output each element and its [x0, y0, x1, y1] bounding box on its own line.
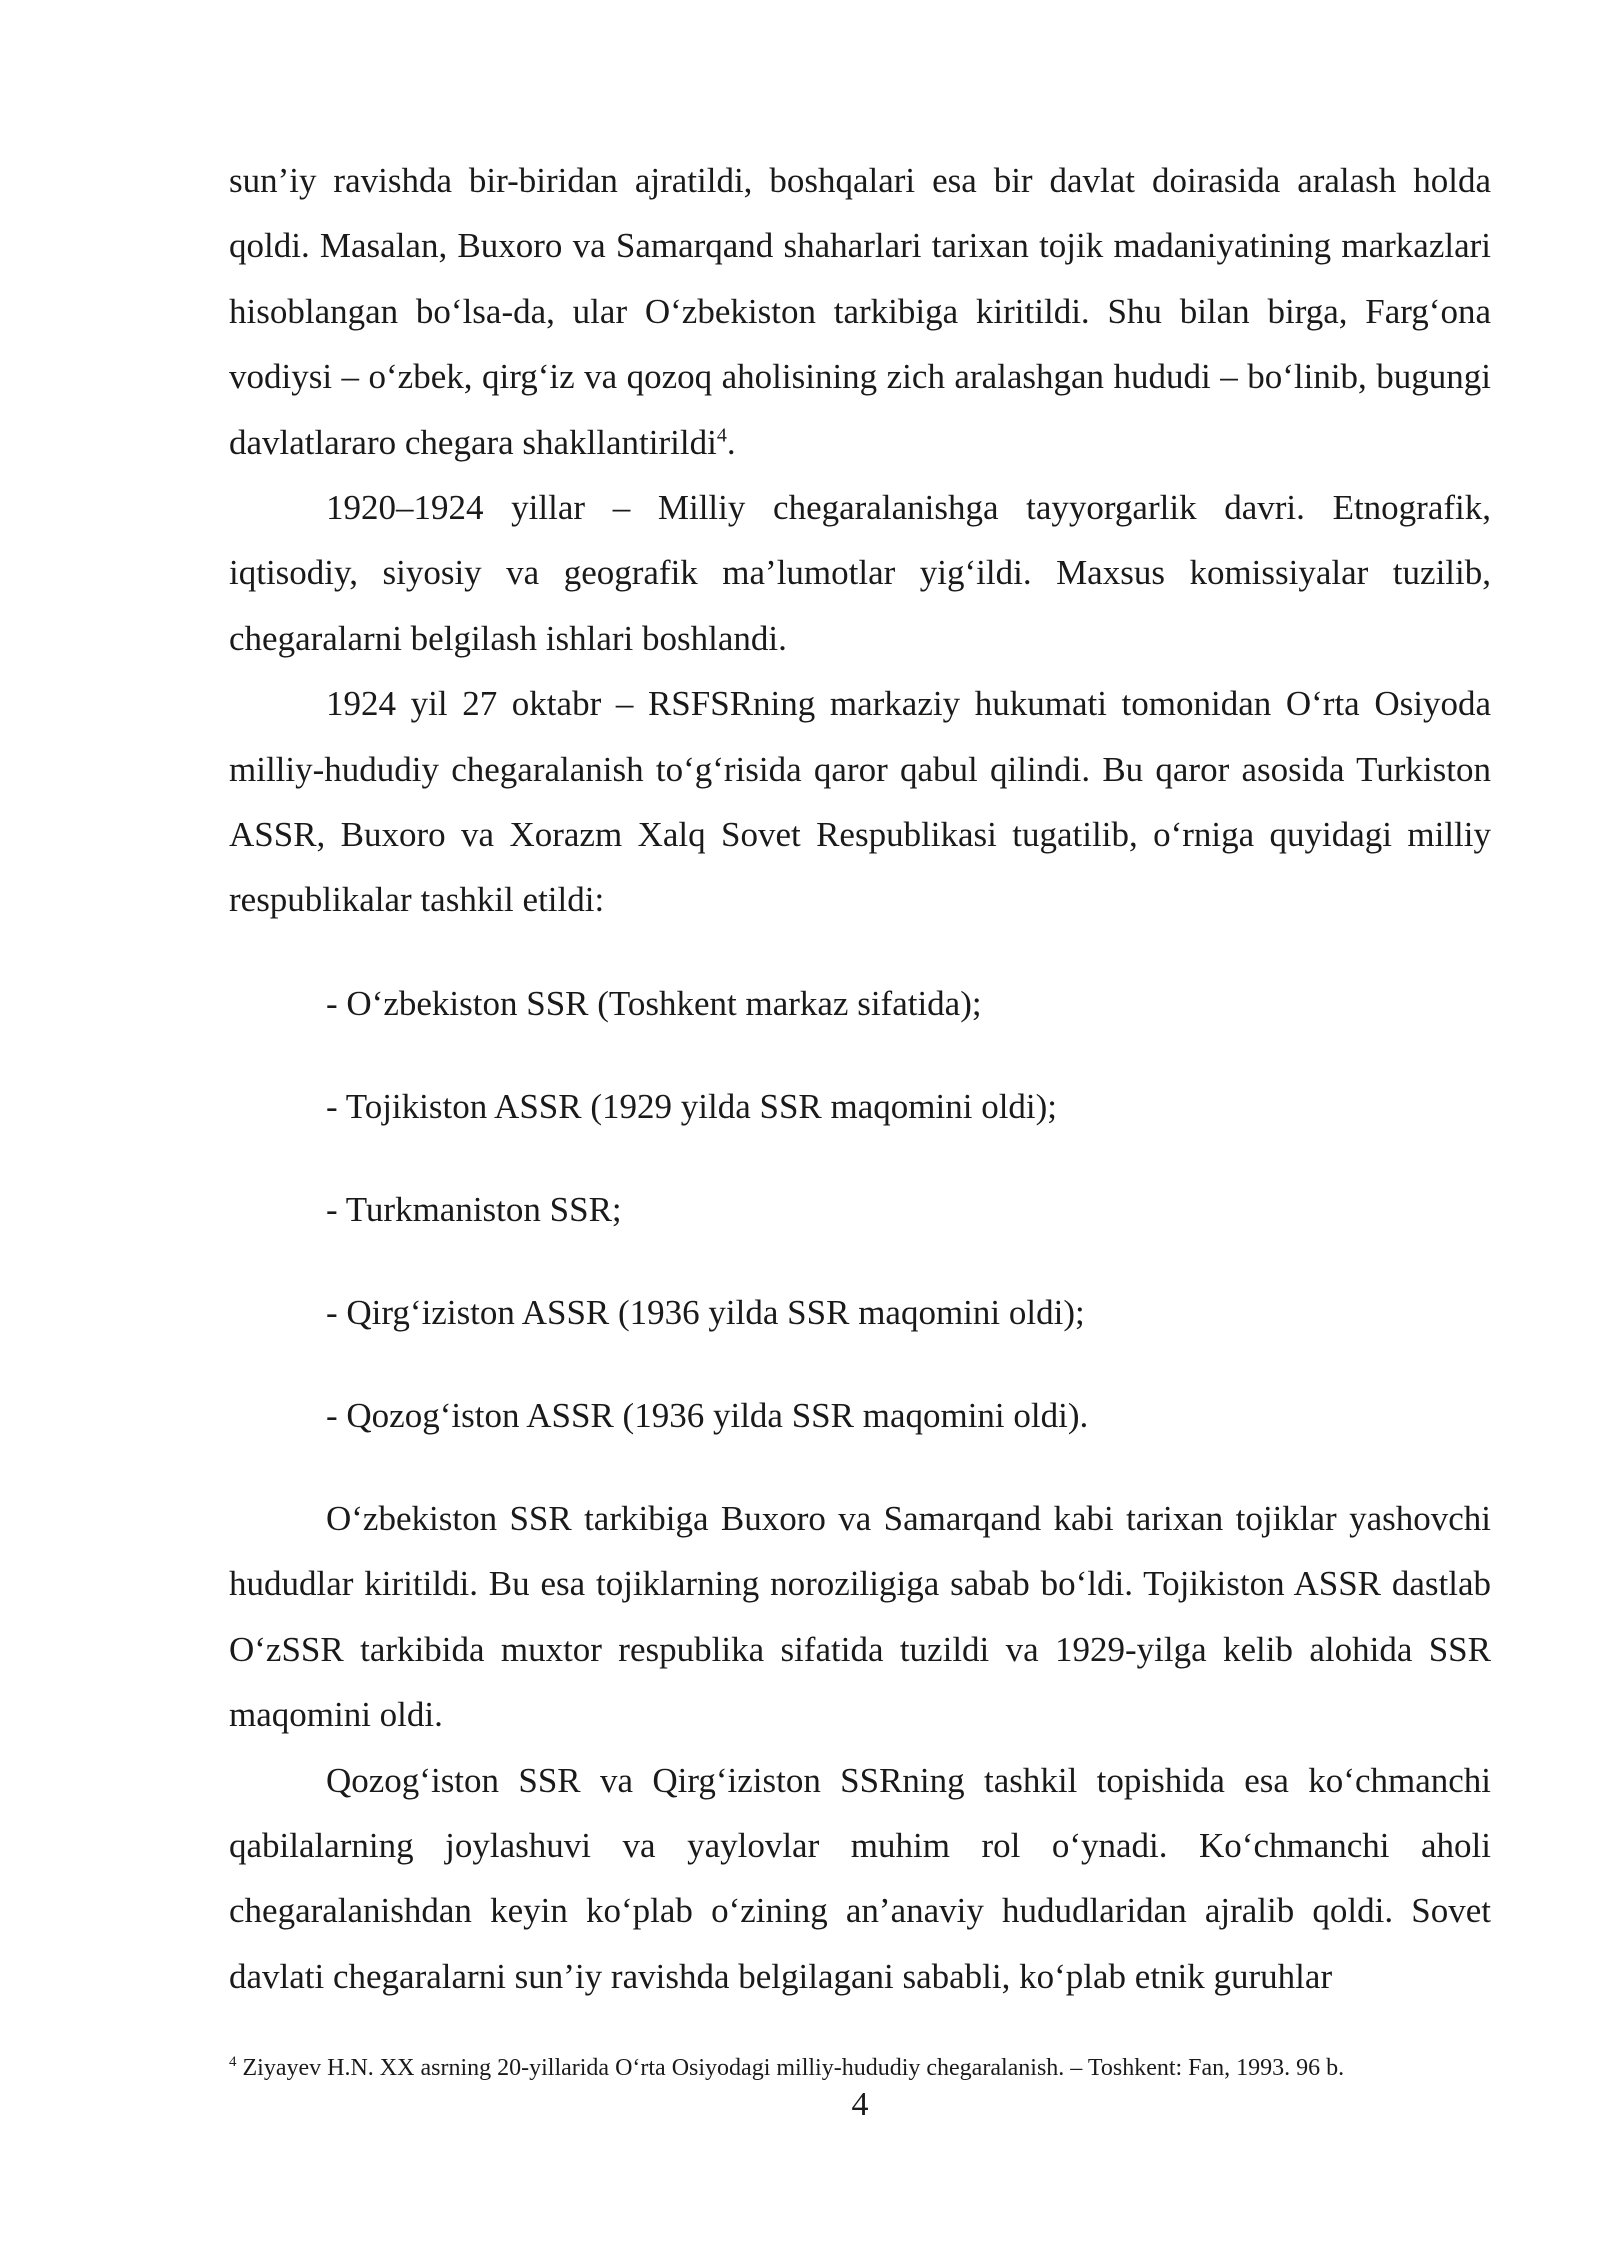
paragraph-1-text: sun’iy ravishda bir-biridan ajratildi, boshqalari esa bir davlat doirasida aralash holda qoldi. Masalan, Buxoro va Samarqand shaharlari tarixan tojik madaniyatining markazlari hisoblangan bo‘lsa-da, ular O‘zbekiston tarkibiga kiritildi. Shu bilan birga, Farg‘ona vodiysi – o‘zbek, qirg‘iz va qozoq aholisining zich aralashgan hududi – bo‘linib, bugungi davlatlararo chegara shakllantirildi [229, 161, 1491, 462]
paragraph-3: 1924 yil 27 oktabr – RSFSRning markaziy hukumati tomonidan O‘rta Osiyoda milliy-hududiy chegaralanish to‘g‘risida qaror qabul qilindi. Bu qaror asosida Turkiston ASSR, Buxoro va Xorazm Xalq Sovet Respublikasi tugatilib, o‘rniga quyidagi milliy respublikalar tashkil etildi: [229, 684, 1491, 920]
paragraph-2: 1920–1924 yillar – Milliy chegaralanishga tayyorgarlik davri. Etnografik, iqtisodiy, siyosiy va geografik ma’lumotlar yig‘ildi. Maxsus komissiyalar tuzilib, chegaralarni belgilash ishlari boshlandi. [229, 488, 1491, 658]
footnote-text: Ziyayev H.N. XX asrning 20-yillarida O‘rta Osiyodagi milliy-hududiy chegaralanish. – Toshkent: Fan, 1993. 96 b. [236, 2055, 1345, 2081]
republics-list [229, 971, 1491, 1448]
footnote-number: 4 [229, 2054, 237, 2070]
list-item: - Turkmaniston SSR; [326, 1189, 622, 1229]
paragraph-4: O‘zbekiston SSR tarkibiga Buxoro va Samarqand kabi tarixan tojiklar yashovchi hududlar kiritildi. Bu esa tojiklarning noroziligiga sabab bo‘ldi. Tojikiston ASSR dastlab O‘zSSR tarkibida muxtor respublika sifatida tuzildi va 1929-yilga kelib alohida SSR maqomini oldi. [229, 1498, 1491, 1735]
paragraph-5: Qozog‘iston SSR va Qirg‘iziston SSRning tashkil topishida esa ko‘chmanchi qabilalarning joylashuvi va yaylovlar muhim rol o‘ynadi. Ko‘chmanchi aholi chegaralanishdan keyin ko‘plab o‘zining an’anaviy hududlaridan ajralib qoldi. Sovet davlati chegaralarni sun’iy ravishda belgilagani sababli, ko‘plab etnik guruhlar [229, 1760, 1491, 1996]
footnote-reference[interactable]: 4 [716, 423, 727, 446]
page-number: 4 [851, 2086, 869, 2123]
paragraph-1-end: . [726, 422, 736, 462]
paragraph-1 [229, 148, 1491, 475]
page-body [229, 148, 1491, 2009]
list-item: - Tojikiston ASSR (1929 yilda SSR maqomini oldi); [326, 1086, 1058, 1126]
list-item: - O‘zbekiston SSR (Toshkent markaz sifatida); [326, 983, 982, 1023]
list-item: - Qozog‘iston ASSR (1936 yilda SSR maqomini oldi). [326, 1395, 1089, 1435]
footnote [229, 2050, 1499, 2086]
list-item: - Qirg‘iziston ASSR (1936 yilda SSR maqomini oldi); [326, 1292, 1085, 1332]
